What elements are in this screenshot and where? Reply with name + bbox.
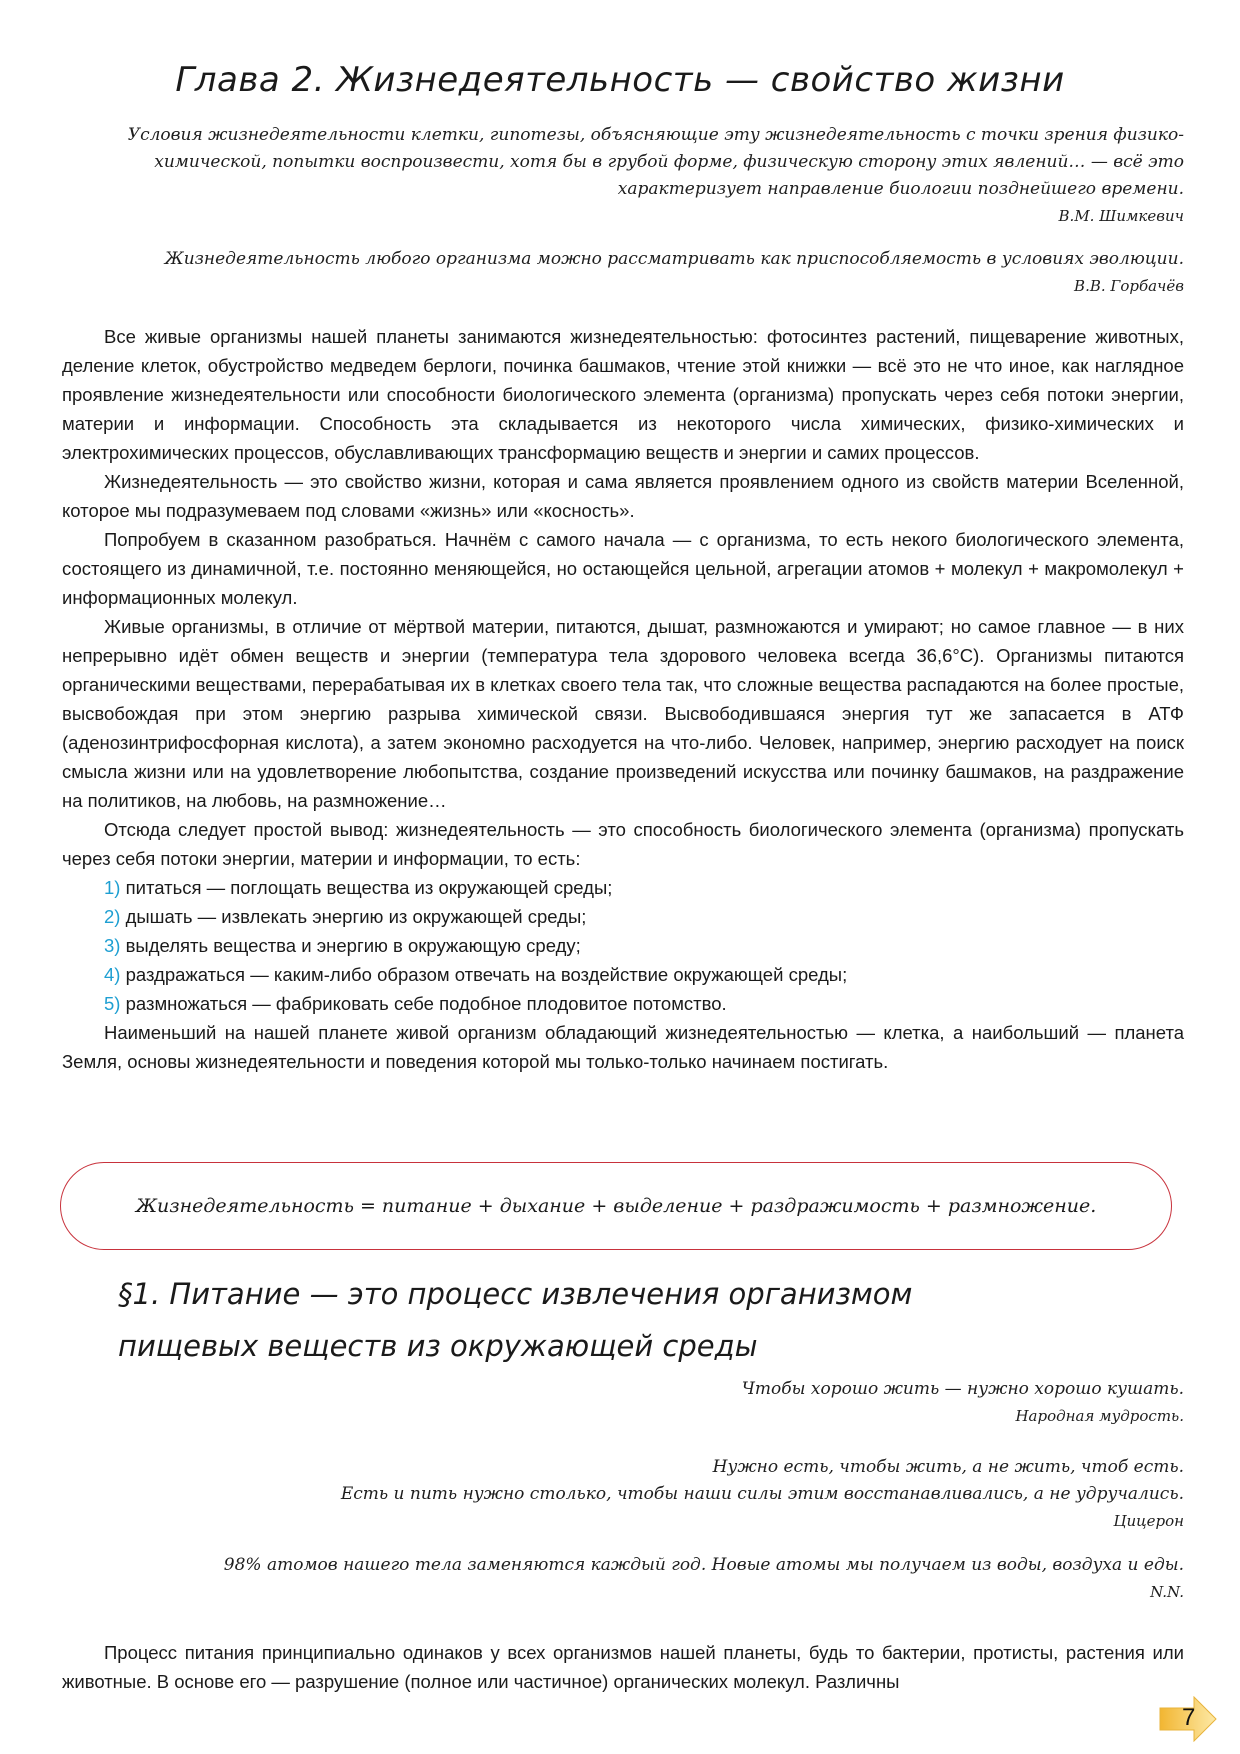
section-epigraph-2 bbox=[341, 1454, 1184, 1535]
epigraph-line: Есть и пить нужно столько, чтобы наши силы этим восстанавливались, а не удручались. bbox=[340, 1484, 1184, 1504]
epigraph-1 bbox=[62, 122, 1184, 230]
paragraph: Наименьший на нашей планете живой организм обладающий жизнедеятельностью — клетка, а наибольший — планета Земля, основы жизнедеятельности и поведения которой мы только-только начинаем постигать. bbox=[62, 1022, 1184, 1072]
epigraph-author: В.В. Горбачёв bbox=[1074, 277, 1184, 295]
epigraph-author: В.М. Шимкевич bbox=[1058, 207, 1184, 225]
list-number: 3) bbox=[104, 935, 121, 956]
paragraph: Отсюда следует простой вывод: жизнедеятельность — это способность биологического элемента (организма) пропускать через себя потоки энергии, материи и информации, то есть: bbox=[62, 819, 1184, 869]
section-title bbox=[118, 1268, 1018, 1372]
section-epigraph-3 bbox=[224, 1552, 1184, 1606]
list-text: дышать — извлекать энергию из окружающей среды; bbox=[125, 906, 587, 927]
formula-box bbox=[60, 1162, 1172, 1250]
list-item bbox=[104, 960, 1184, 989]
page-number: 7 bbox=[1182, 1704, 1196, 1731]
epigraph-author: Цицерон bbox=[1113, 1512, 1184, 1530]
list-text: выделять вещества и энергию в окружающую среду; bbox=[125, 935, 581, 956]
epigraph-line: 98% атомов нашего тела заменяются каждый год. Новые атомы мы получаем из воды, воздуха и еды. bbox=[223, 1555, 1184, 1575]
chapter-body bbox=[62, 322, 1184, 1076]
list-item bbox=[104, 873, 1184, 902]
list-text: раздражаться — каким-либо образом отвечать на воздействие окружающей среды; bbox=[125, 964, 848, 985]
list-item bbox=[104, 902, 1184, 931]
paragraph: Жизнедеятельность — это свойство жизни, которая и сама является проявлением одного из свойств материи Вселенной, которое мы подразумеваем под словами «жизнь» или «косность». bbox=[62, 471, 1184, 521]
epigraph-line: Условия жизнедеятельности клетки, гипотезы, объясняющие эту жизнедеятельность с точки зрения физико- bbox=[127, 125, 1184, 145]
page-number-badge bbox=[1158, 1696, 1218, 1742]
section-title-line: §1. Питание — это процесс извлечения организмом bbox=[118, 1277, 913, 1311]
section-body bbox=[62, 1638, 1184, 1696]
formula-text: Жизнедеятельность = питание + дыхание + выделение + раздражимость + размножение. bbox=[135, 1195, 1097, 1217]
list-text: питаться — поглощать вещества из окружающей среды; bbox=[125, 877, 613, 898]
section-epigraph-1 bbox=[742, 1376, 1184, 1430]
list-number: 4) bbox=[104, 964, 121, 985]
paragraph: Все живые организмы нашей планеты занимаются жизнедеятельностью: фотосинтез растений, пищеварение животных, деление клеток, обустройство медведем берлоги, починка башмаков, чтение этой книжки — всё это не что иное, как наглядное проявление жизнедеятельности или способности биологического элемента (организма) пропускать через себя потоки энергии, материи и информации. Способность эта складывается из некоторого числа химических, физико-химических и электрохимических процессов, обуславливающих трансформацию веществ и энергии и самих процессов. bbox=[62, 326, 1184, 463]
epigraph-2 bbox=[90, 246, 1184, 300]
epigraph-line: Чтобы хорошо жить — нужно хорошо кушать. bbox=[741, 1379, 1184, 1399]
paragraph: Живые организмы, в отличие от мёртвой материи, питаются, дышат, размножаются и умирают; но самое главное — в них непрерывно идёт обмен веществ и энергии (температура тела здорового человека всегда 36,6°С). Организмы питаются органическими веществами, перерабатывая их в клетках своего тела так, что сложные вещества распадаются на более простые, высвобождая при этом энергию разрыва химической связи. Высвободившаяся энергия тут же запасается в АТФ (аденозинтрифосфорная кислота), а затем экономно расходуется на что-либо. Человек, например, энергию расходует на поиск смысла жизни или на удовлетворение любопытства, создание произведений искусства или починку башмаков, на раздражение на политиков, на любовь, на размножение… bbox=[62, 616, 1184, 811]
epigraph-author: N.N. bbox=[1150, 1583, 1184, 1601]
list-item bbox=[104, 931, 1184, 960]
epigraph-author: Народная мудрость. bbox=[1015, 1407, 1184, 1425]
list-text: размножаться — фабриковать себе подобное плодовитое потомство. bbox=[125, 993, 727, 1014]
list-item bbox=[104, 989, 1184, 1018]
list-number: 5) bbox=[104, 993, 121, 1014]
paragraph: Попробуем в сказанном разобраться. Начнём с самого начала — с организма, то есть некого биологического элемента, состоящего из динамичной, т.е. постоянно меняющейся, но остающейся цельной, агрегации атомов + молекул + макромолекул + информационных молекул. bbox=[62, 529, 1184, 608]
paragraph: Процесс питания принципиально одинаков у всех организмов нашей планеты, будь то бактерии, протисты, растения или животные. В основе его — разрушение (полное или частичное) органических молекул. Различны bbox=[62, 1642, 1184, 1692]
life-activity-list bbox=[62, 873, 1184, 1018]
list-number: 2) bbox=[104, 906, 121, 927]
section-title-line: пищевых веществ из окружающей среды bbox=[118, 1329, 758, 1363]
epigraph-line: химической, попытки воспроизвести, хотя бы в грубой форме, физическую сторону этих явлений… — всё это bbox=[154, 152, 1184, 172]
chapter-title: Глава 2. Жизнедеятельность — свойство жизни bbox=[175, 60, 1065, 100]
epigraph-line: Нужно есть, чтобы жить, а не жить, чтоб есть. bbox=[712, 1457, 1184, 1477]
list-number: 1) bbox=[104, 877, 121, 898]
epigraph-line: Жизнедеятельность любого организма можно рассматривать как приспособляемость в условиях эволюции. bbox=[164, 249, 1184, 269]
epigraph-line: характеризует направление биологии позднейшего времени. bbox=[617, 179, 1184, 199]
